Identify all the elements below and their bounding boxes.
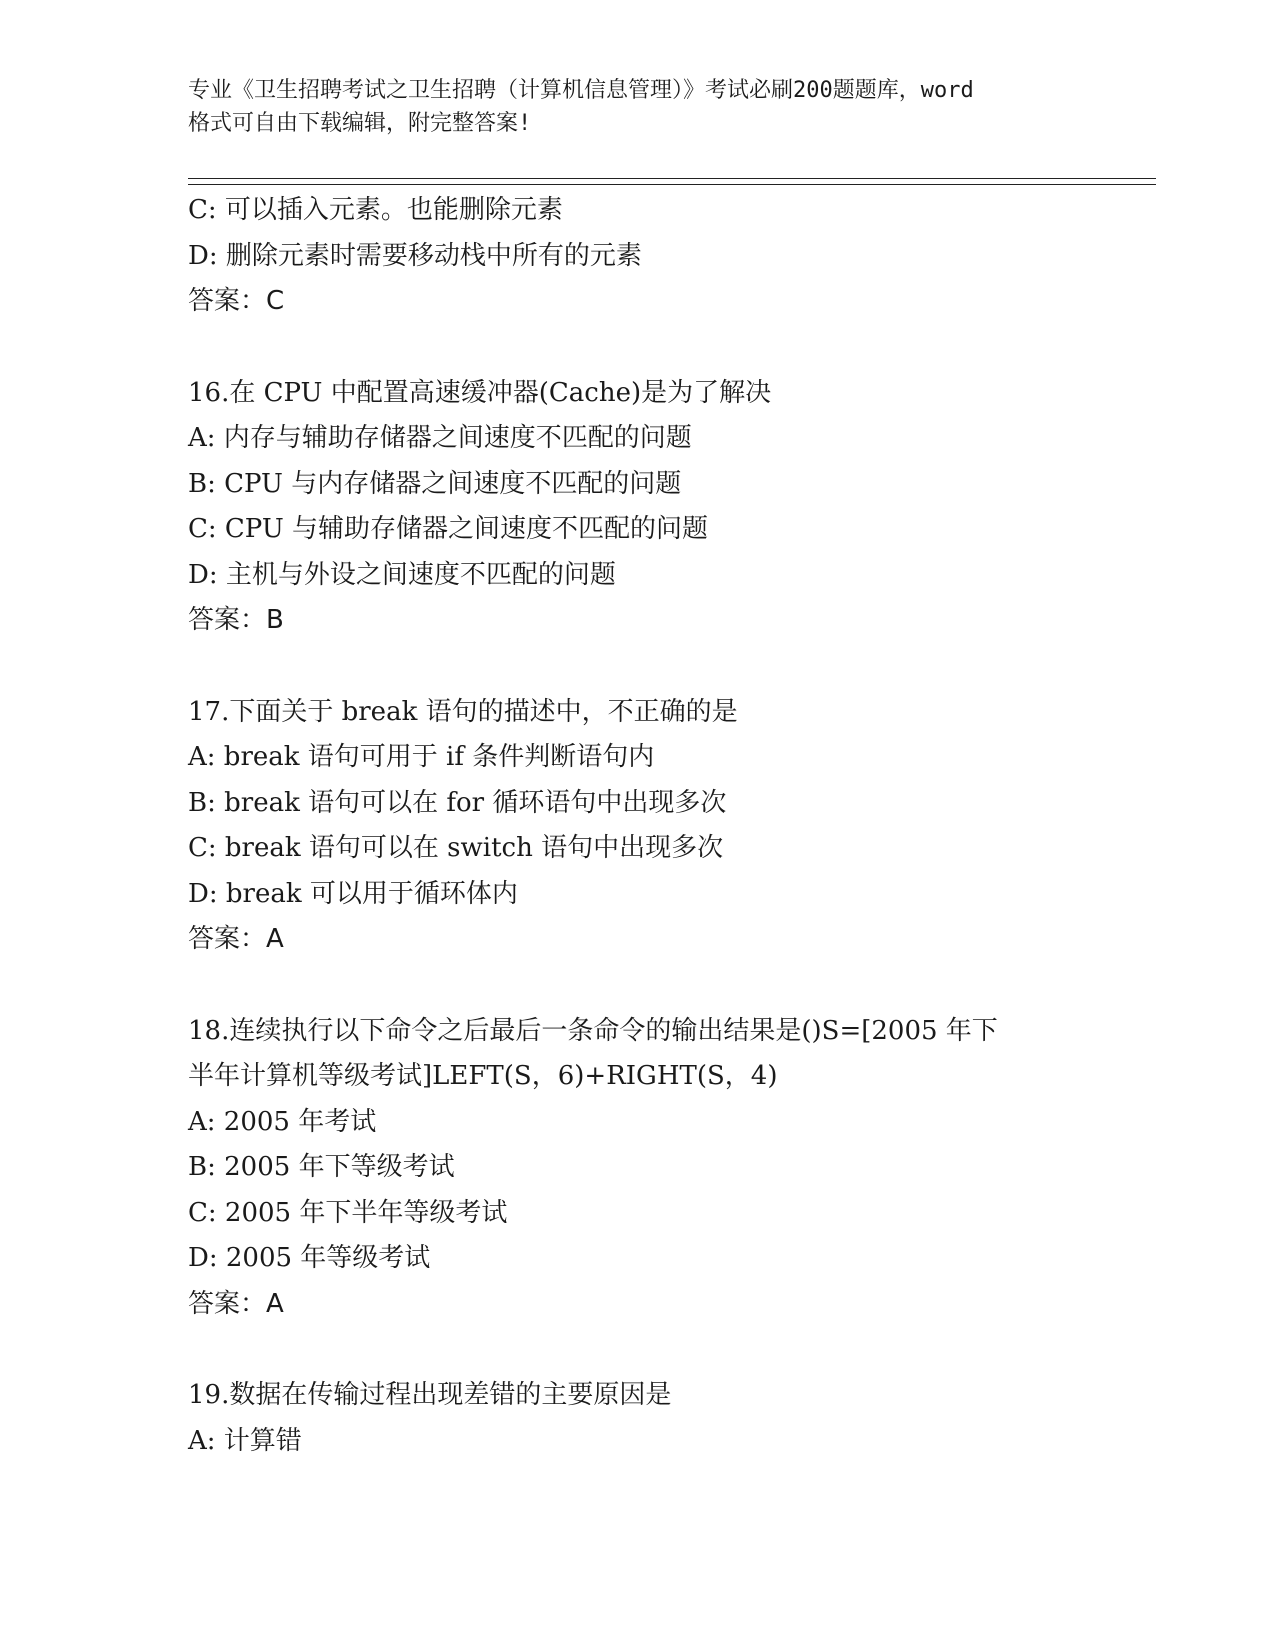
answer-line: 答案：B [188,605,284,635]
option-c: C: 可以插入元素。也能删除元素 [188,195,563,225]
question-17 [188,690,1148,963]
spacer [188,325,1148,371]
option-d: D: break 可以用于循环体内 [188,878,518,909]
header-line-2: 格式可自由下载编辑，附完整答案! [188,111,532,136]
option-d: D: 删除元素时需要移动栈中所有的元素 [188,240,642,271]
question-15-tail [188,188,1148,325]
question-stem: 18.连续执行以下命令之后最后一条命令的输出结果是()S=[2005 年下 [188,1015,998,1046]
option-a: A: 计算错 [188,1425,302,1456]
question-18 [188,1009,1148,1328]
answer-line: 答案：C [188,286,285,316]
answer-line: 答案：A [188,924,284,954]
question-stem: 19.数据在传输过程出现差错的主要原因是 [188,1380,672,1410]
option-c: C: 2005 年下半年等级考试 [188,1197,508,1228]
question-stem-continued: 半年计算机等级考试]LEFT(S，6)+RIGHT(S，4) [188,1061,778,1091]
question-16 [188,371,1148,644]
document-header [188,74,1088,140]
option-d: D: 2005 年等级考试 [188,1243,431,1273]
option-b: B: break 语句可以在 for 循环语句中出现多次 [188,787,727,818]
header-double-rule [188,178,1156,185]
option-b: B: CPU 与内存储器之间速度不匹配的问题 [188,468,682,499]
option-a: A: 2005 年考试 [188,1106,377,1137]
question-stem: 17.下面关于 break 语句的描述中，不正确的是 [188,696,738,727]
spacer [188,1327,1148,1373]
option-d: D: 主机与外设之间速度不匹配的问题 [188,559,616,590]
spacer [188,963,1148,1009]
option-a: A: 内存与辅助存储器之间速度不匹配的问题 [188,423,692,453]
document-body [188,188,1148,1464]
option-c: C: CPU 与辅助存储器之间速度不匹配的问题 [188,514,709,544]
spacer [188,644,1148,690]
header-line-1: 专业《卫生招聘考试之卫生招聘（计算机信息管理）》考试必刷200题题库，word [188,78,974,103]
question-19 [188,1373,1148,1464]
answer-line: 答案：A [188,1288,284,1319]
option-b: B: 2005 年下等级考试 [188,1152,455,1182]
option-c: C: break 语句可以在 switch 语句中出现多次 [188,833,724,863]
option-a: A: break 语句可用于 if 条件判断语句内 [188,742,655,772]
question-stem: 16.在 CPU 中配置高速缓冲器(Cache)是为了解决 [188,377,772,408]
